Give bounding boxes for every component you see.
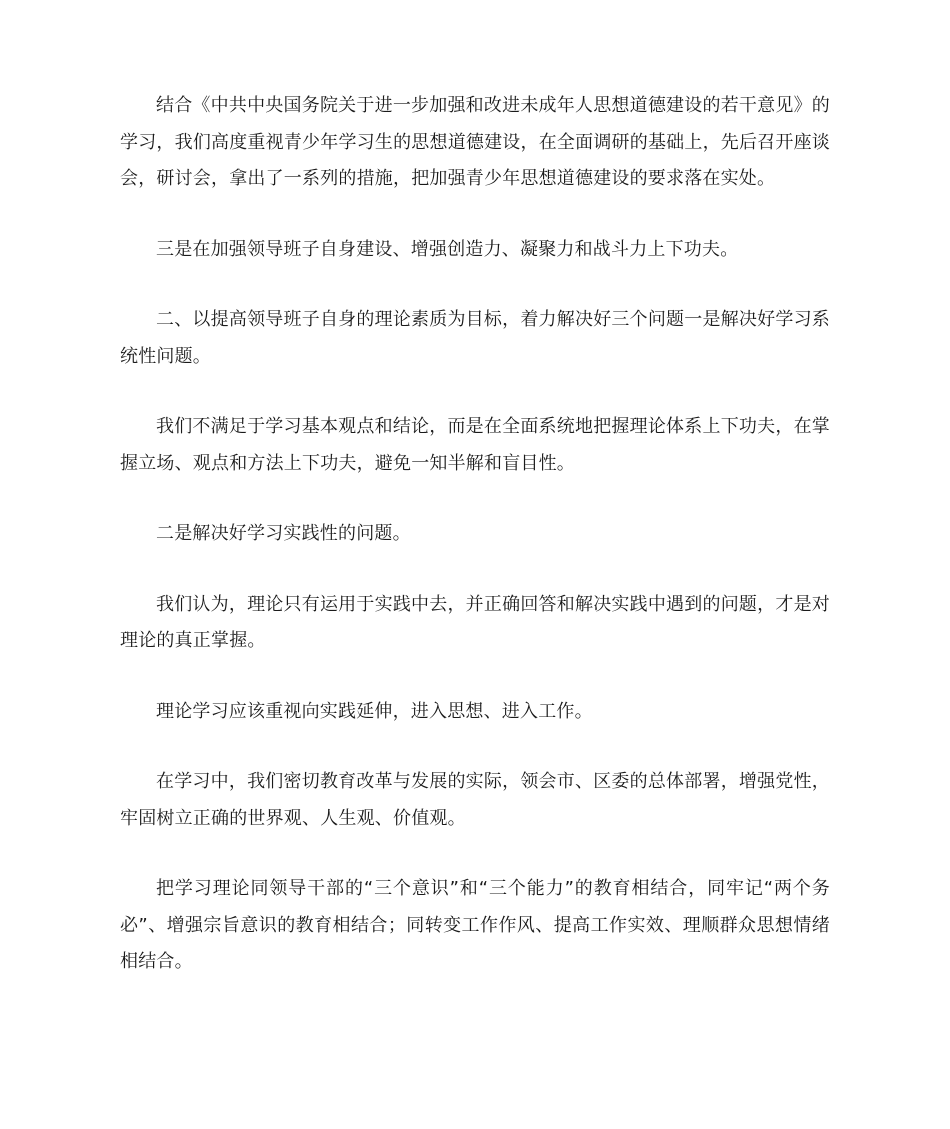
- paragraph: 结合《中共中央国务院关于进一步加强和改进未成年人思想道德建设的若干意见》的学习，我们高度重视青少年学习生的思想道德建设，在全面调研的基础上，先后召开座谈会，研讨会，拿出了一系列的措施，把加强青少年思想道德建设的要求落在实处。: [120, 95, 830, 189]
- paragraph: 我们认为，理论只有运用于实践中去，并正确回答和解决实践中遇到的问题，才是对理论的真正掌握。: [120, 593, 830, 651]
- paragraph: 二、以提高领导班子自身的理论素质为目标，着力解决好三个问题一是解决好学习系统性问题。: [120, 309, 830, 367]
- paragraph: 在学习中，我们密切教育改革与发展的实际，领会市、区委的总体部署，增强党性，牢固树立正确的世界观、人生观、价值观。: [120, 771, 830, 829]
- paragraph: 理论学习应该重视向实践延伸，进入思想、进入工作。: [156, 700, 593, 722]
- document-body: [120, 88, 830, 1015]
- paragraph: 把学习理论同领导干部的“三个意识”和“三个能力”的教育相结合，同牢记“两个务必”、增强宗旨意识的教育相结合；同转变工作作风、提高工作实效、理顺群众思想情绪相结合。: [120, 878, 830, 972]
- paragraph: 二是解决好学习实践性的问题。: [156, 523, 411, 544]
- paragraph: 三是在加强领导班子自身建设、增强创造力、凝聚力和战斗力上下功夫。: [156, 238, 739, 260]
- paragraph: 我们不满足于学习基本观点和结论，而是在全面系统地把握理论体系上下功夫，在掌握立场、观点和方法上下功夫，避免一知半解和盲目性。: [120, 416, 830, 474]
